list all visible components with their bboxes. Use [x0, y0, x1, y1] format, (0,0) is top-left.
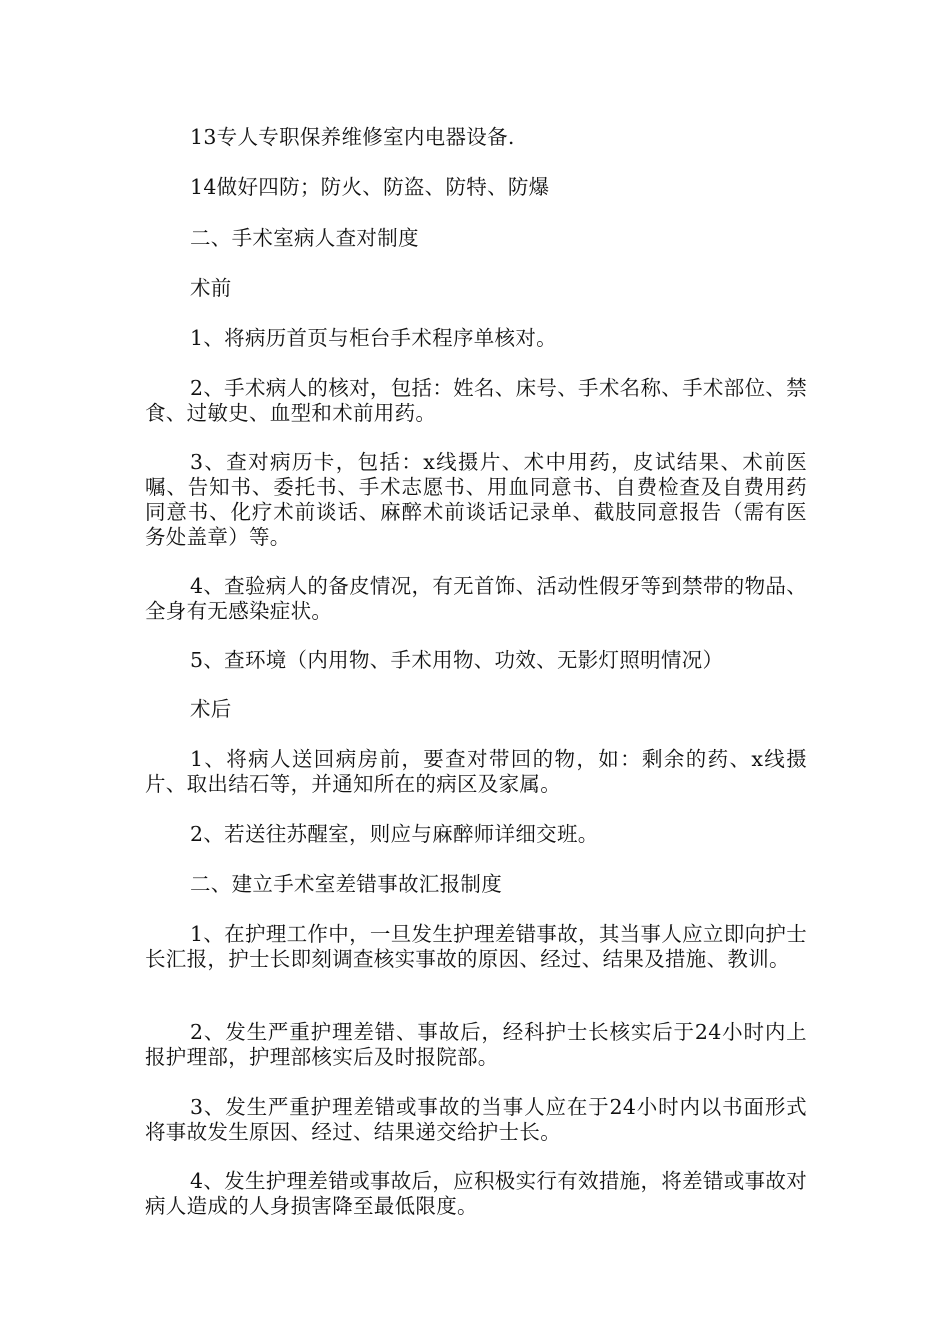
paragraph-report-1: 1、在护理工作中，一旦发生护理差错事故，其当事人应立即向护士长汇报，护士长即刻调查核实事故的原因、经过、结果及措施、教训。	[145, 922, 807, 971]
paragraph-pre-3: 3、查对病历卡，包括：x线摄片、术中用药，皮试结果、术前医嘱、告知书、委托书、手术志愿书、用血同意书、自费检查及自费用药同意书、化疗术前谈话、麻醉术前谈话记录单、截肢同意报告（需有医务处盖章）等。	[145, 450, 807, 549]
paragraph-report-3: 3、发生严重护理差错或事故的当事人应在于24小时内以书面形式将事故发生原因、经过、结果递交给护士长。	[145, 1095, 807, 1144]
section-heading-error-report: 二、建立手术室差错事故汇报制度	[190, 872, 502, 896]
paragraph-pre-5: 5、查环境（内用物、手术用物、功效、无影灯照明情况）	[190, 648, 724, 672]
paragraph-report-2: 2、发生严重护理差错、事故后，经科护士长核实后于24小时内上报护理部，护理部核实后及时报院部。	[145, 1020, 807, 1069]
paragraph-pre-4: 4、查验病人的备皮情况，有无首饰、活动性假牙等到禁带的物品、全身有无感染症状。	[145, 574, 807, 623]
paragraph-report-4: 4、发生护理差错或事故后，应积极实行有效措施，将差错或事故对病人造成的人身损害降至最低限度。	[145, 1169, 807, 1218]
paragraph-pre-1: 1、将病历首页与柜台手术程序单核对。	[190, 326, 557, 350]
paragraph-post-2: 2、若送往苏醒室，则应与麻醉师详细交班。	[190, 822, 599, 846]
section-heading-patient-check: 二、手术室病人查对制度	[190, 226, 419, 250]
paragraph-item-13: 13专人专职保养维修室内电器设备.	[190, 125, 515, 149]
subheading-preoperative: 术前	[190, 276, 232, 300]
paragraph-item-14: 14做好四防；防火、防盗、防特、防爆	[190, 175, 550, 199]
paragraph-pre-2: 2、手术病人的核对，包括：姓名、床号、手术名称、手术部位、禁食、过敏史、血型和术前用药。	[145, 376, 807, 425]
paragraph-post-1: 1、将病人送回病房前，要查对带回的物，如：剩余的药、x线摄片、取出结石等，并通知所在的病区及家属。	[145, 747, 807, 796]
subheading-postoperative: 术后	[190, 697, 232, 721]
